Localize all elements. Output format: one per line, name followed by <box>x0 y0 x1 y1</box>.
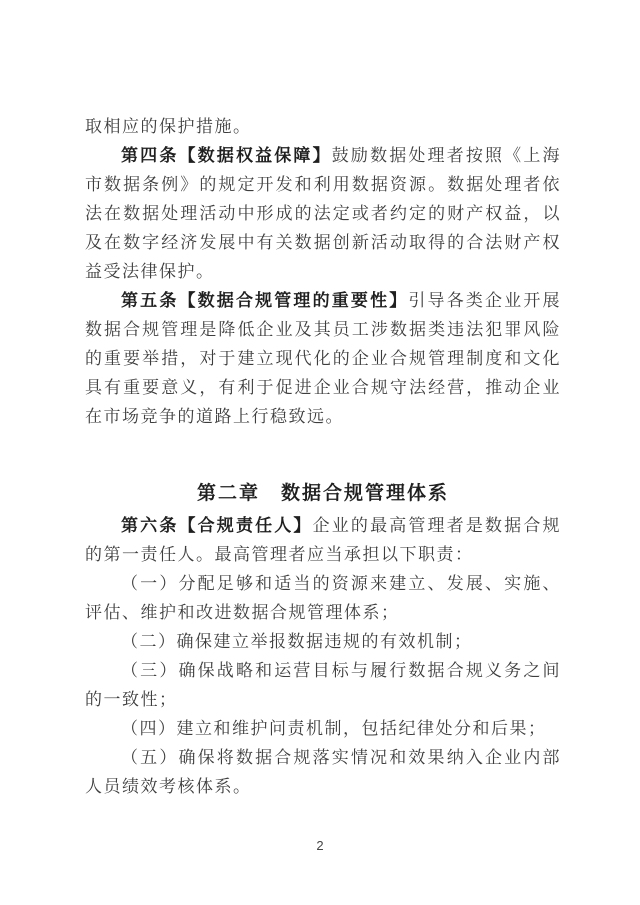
paragraph <box>85 286 561 431</box>
body-text-run: 取相应的保护措施。 <box>85 117 252 136</box>
emphasis-text-run: 第五条【数据合规管理的重要性】 <box>121 291 409 310</box>
body-text-run: 引导各类企业开展数据合规管理是降低企业及其员工涉数据类违法犯罪风险的重要举措，对于建立现代化的企业合规管理制度和文化具有重要意义，有利于促进企业合规守法经营，推动企业在市场竞争的道路上行稳致远。 <box>85 291 562 426</box>
paragraph <box>85 714 561 743</box>
emphasis-text-run: 第二章 数据合规管理体系 <box>196 483 449 504</box>
document-body <box>85 112 561 801</box>
emphasis-text-run: 第四条【数据权益保障】 <box>121 146 332 165</box>
body-text-run: （四）建立和维护问责机制，包括纪律处分和后果； <box>121 719 547 738</box>
page-number: 2 <box>316 838 324 853</box>
paragraph <box>85 569 561 627</box>
body-text-run: 鼓励数据处理者按照《上海市数据条例》的规定开发和利用数据资源。数据处理者依法在数据处理活动中形成的法定或者约定的财产权益，以及在数字经济发展中有关数据创新活动取得的合法财产权益受法律保护。 <box>85 146 561 281</box>
body-text-run: 企业的最高管理者是数据合规的第一责任人。最高管理者应当承担以下职责： <box>85 516 562 564</box>
paragraph <box>85 141 561 286</box>
paragraph <box>85 656 561 714</box>
chapter-heading <box>85 479 561 509</box>
body-text-run: （三）确保战略和运营目标与履行数据合规义务之间的一致性； <box>85 661 561 709</box>
body-text-run: （五）确保将数据合规落实情况和效果纳入企业内部人员绩效考核体系。 <box>85 748 561 796</box>
emphasis-text-run: 第六条【合规责任人】 <box>121 516 313 535</box>
paragraph <box>85 511 561 569</box>
paragraph <box>85 743 561 801</box>
paragraph <box>85 627 561 656</box>
paragraph <box>85 112 561 141</box>
body-text-run: （一）分配足够和适当的资源来建立、发展、实施、评估、维护和改进数据合规管理体系； <box>85 574 561 622</box>
body-text-run: （二）确保建立举报数据违规的有效机制； <box>121 632 473 651</box>
